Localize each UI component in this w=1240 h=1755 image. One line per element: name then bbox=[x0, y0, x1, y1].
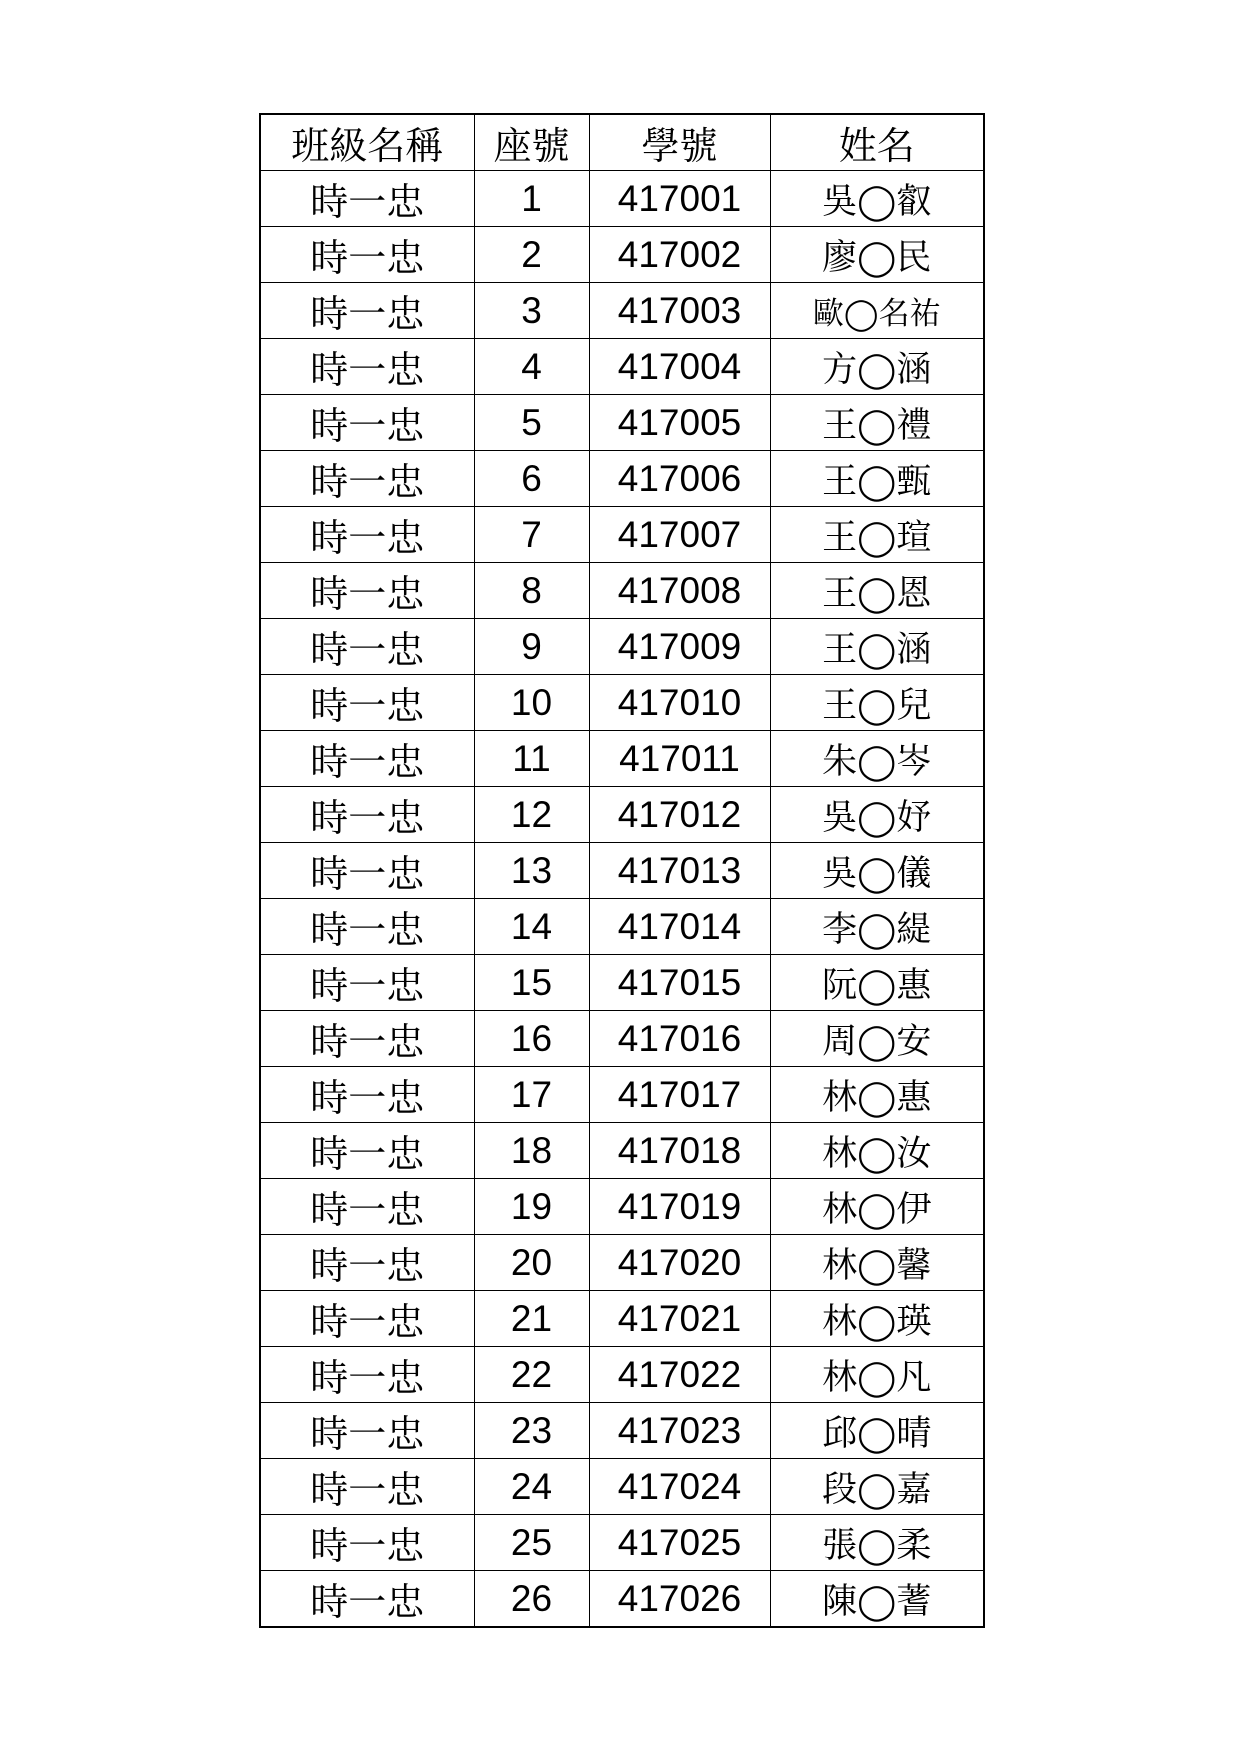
table-row bbox=[260, 1235, 984, 1291]
class-name-cell: 時一忠 bbox=[260, 507, 474, 563]
student-name-cell: 王◯兒 bbox=[770, 675, 984, 731]
table-row bbox=[260, 227, 984, 283]
student-name-cell: 王◯涵 bbox=[770, 619, 984, 675]
seat-number-cell: 6 bbox=[474, 451, 589, 507]
table-row bbox=[260, 1459, 984, 1515]
student-id-cell: 417023 bbox=[589, 1403, 770, 1459]
table-row bbox=[260, 1179, 984, 1235]
student-roster-table bbox=[259, 113, 985, 1628]
class-name-cell: 時一忠 bbox=[260, 731, 474, 787]
seat-number-cell: 8 bbox=[474, 563, 589, 619]
header-student-name: 姓名 bbox=[770, 114, 984, 171]
table-row bbox=[260, 619, 984, 675]
student-name-cell: 林◯凡 bbox=[770, 1347, 984, 1403]
student-name-cell: 周◯安 bbox=[770, 1011, 984, 1067]
student-name-cell: 林◯惠 bbox=[770, 1067, 984, 1123]
student-name-cell: 張◯柔 bbox=[770, 1515, 984, 1571]
header-student-id: 學號 bbox=[589, 114, 770, 171]
seat-number-cell: 17 bbox=[474, 1067, 589, 1123]
class-name-cell: 時一忠 bbox=[260, 1067, 474, 1123]
seat-number-cell: 12 bbox=[474, 787, 589, 843]
seat-number-cell: 10 bbox=[474, 675, 589, 731]
seat-number-cell: 7 bbox=[474, 507, 589, 563]
header-row bbox=[260, 114, 984, 171]
student-name-cell: 邱◯晴 bbox=[770, 1403, 984, 1459]
seat-number-cell: 25 bbox=[474, 1515, 589, 1571]
student-name-cell: 林◯汝 bbox=[770, 1123, 984, 1179]
seat-number-cell: 16 bbox=[474, 1011, 589, 1067]
table-row bbox=[260, 1347, 984, 1403]
class-name-cell: 時一忠 bbox=[260, 171, 474, 227]
seat-number-cell: 3 bbox=[474, 283, 589, 339]
student-id-cell: 417002 bbox=[589, 227, 770, 283]
seat-number-cell: 21 bbox=[474, 1291, 589, 1347]
class-name-cell: 時一忠 bbox=[260, 1179, 474, 1235]
student-id-cell: 417024 bbox=[589, 1459, 770, 1515]
student-id-cell: 417008 bbox=[589, 563, 770, 619]
seat-number-cell: 18 bbox=[474, 1123, 589, 1179]
student-name-cell: 王◯恩 bbox=[770, 563, 984, 619]
student-id-cell: 417022 bbox=[589, 1347, 770, 1403]
table-row bbox=[260, 451, 984, 507]
class-name-cell: 時一忠 bbox=[260, 619, 474, 675]
student-id-cell: 417019 bbox=[589, 1179, 770, 1235]
student-id-cell: 417021 bbox=[589, 1291, 770, 1347]
student-id-cell: 417013 bbox=[589, 843, 770, 899]
table-header bbox=[260, 114, 984, 171]
table-row bbox=[260, 283, 984, 339]
student-id-cell: 417006 bbox=[589, 451, 770, 507]
table-row bbox=[260, 1571, 984, 1628]
student-id-cell: 417015 bbox=[589, 955, 770, 1011]
student-name-cell: 林◯馨 bbox=[770, 1235, 984, 1291]
class-name-cell: 時一忠 bbox=[260, 787, 474, 843]
class-name-cell: 時一忠 bbox=[260, 1459, 474, 1515]
seat-number-cell: 11 bbox=[474, 731, 589, 787]
seat-number-cell: 9 bbox=[474, 619, 589, 675]
student-id-cell: 417009 bbox=[589, 619, 770, 675]
seat-number-cell: 5 bbox=[474, 395, 589, 451]
student-id-cell: 417007 bbox=[589, 507, 770, 563]
student-id-cell: 417017 bbox=[589, 1067, 770, 1123]
class-name-cell: 時一忠 bbox=[260, 395, 474, 451]
seat-number-cell: 19 bbox=[474, 1179, 589, 1235]
class-name-cell: 時一忠 bbox=[260, 675, 474, 731]
student-id-cell: 417001 bbox=[589, 171, 770, 227]
student-id-cell: 417010 bbox=[589, 675, 770, 731]
class-name-cell: 時一忠 bbox=[260, 1515, 474, 1571]
student-name-cell: 林◯伊 bbox=[770, 1179, 984, 1235]
student-name-cell: 王◯甄 bbox=[770, 451, 984, 507]
table-row bbox=[260, 731, 984, 787]
student-name-cell: 吳◯叡 bbox=[770, 171, 984, 227]
class-name-cell: 時一忠 bbox=[260, 1403, 474, 1459]
class-name-cell: 時一忠 bbox=[260, 1011, 474, 1067]
class-name-cell: 時一忠 bbox=[260, 1571, 474, 1628]
student-name-cell: 歐◯名祐 bbox=[770, 283, 984, 339]
student-name-cell: 方◯涵 bbox=[770, 339, 984, 395]
class-name-cell: 時一忠 bbox=[260, 955, 474, 1011]
student-name-cell: 段◯嘉 bbox=[770, 1459, 984, 1515]
seat-number-cell: 1 bbox=[474, 171, 589, 227]
class-name-cell: 時一忠 bbox=[260, 1347, 474, 1403]
seat-number-cell: 26 bbox=[474, 1571, 589, 1628]
student-name-cell: 阮◯惠 bbox=[770, 955, 984, 1011]
class-name-cell: 時一忠 bbox=[260, 563, 474, 619]
table-row bbox=[260, 1011, 984, 1067]
student-id-cell: 417018 bbox=[589, 1123, 770, 1179]
table-row bbox=[260, 787, 984, 843]
class-name-cell: 時一忠 bbox=[260, 339, 474, 395]
table-body bbox=[260, 171, 984, 1628]
seat-number-cell: 22 bbox=[474, 1347, 589, 1403]
class-name-cell: 時一忠 bbox=[260, 843, 474, 899]
student-name-cell: 王◯禮 bbox=[770, 395, 984, 451]
student-name-cell: 吳◯儀 bbox=[770, 843, 984, 899]
seat-number-cell: 23 bbox=[474, 1403, 589, 1459]
student-name-cell: 朱◯岑 bbox=[770, 731, 984, 787]
seat-number-cell: 14 bbox=[474, 899, 589, 955]
table-row bbox=[260, 899, 984, 955]
student-id-cell: 417003 bbox=[589, 283, 770, 339]
seat-number-cell: 20 bbox=[474, 1235, 589, 1291]
student-id-cell: 417026 bbox=[589, 1571, 770, 1628]
table-row bbox=[260, 1291, 984, 1347]
student-id-cell: 417025 bbox=[589, 1515, 770, 1571]
student-id-cell: 417014 bbox=[589, 899, 770, 955]
class-name-cell: 時一忠 bbox=[260, 1291, 474, 1347]
student-name-cell: 廖◯民 bbox=[770, 227, 984, 283]
student-id-cell: 417020 bbox=[589, 1235, 770, 1291]
table-row bbox=[260, 563, 984, 619]
student-name-cell: 王◯瑄 bbox=[770, 507, 984, 563]
student-name-cell: 林◯瑛 bbox=[770, 1291, 984, 1347]
table-row bbox=[260, 171, 984, 227]
student-name-cell: 李◯緹 bbox=[770, 899, 984, 955]
seat-number-cell: 24 bbox=[474, 1459, 589, 1515]
table-row bbox=[260, 675, 984, 731]
seat-number-cell: 2 bbox=[474, 227, 589, 283]
table-row bbox=[260, 1515, 984, 1571]
table-row bbox=[260, 395, 984, 451]
table-row bbox=[260, 1403, 984, 1459]
table-row bbox=[260, 507, 984, 563]
header-seat-number: 座號 bbox=[474, 114, 589, 171]
seat-number-cell: 4 bbox=[474, 339, 589, 395]
class-name-cell: 時一忠 bbox=[260, 227, 474, 283]
seat-number-cell: 13 bbox=[474, 843, 589, 899]
seat-number-cell: 15 bbox=[474, 955, 589, 1011]
table-row bbox=[260, 339, 984, 395]
header-class-name: 班級名稱 bbox=[260, 114, 474, 171]
student-id-cell: 417011 bbox=[589, 731, 770, 787]
table-row bbox=[260, 843, 984, 899]
class-name-cell: 時一忠 bbox=[260, 1123, 474, 1179]
table-row bbox=[260, 1123, 984, 1179]
class-name-cell: 時一忠 bbox=[260, 283, 474, 339]
student-id-cell: 417016 bbox=[589, 1011, 770, 1067]
class-name-cell: 時一忠 bbox=[260, 899, 474, 955]
student-name-cell: 陳◯蓍 bbox=[770, 1571, 984, 1628]
class-name-cell: 時一忠 bbox=[260, 1235, 474, 1291]
student-id-cell: 417004 bbox=[589, 339, 770, 395]
class-name-cell: 時一忠 bbox=[260, 451, 474, 507]
table-row bbox=[260, 1067, 984, 1123]
student-id-cell: 417012 bbox=[589, 787, 770, 843]
student-name-cell: 吳◯妤 bbox=[770, 787, 984, 843]
student-id-cell: 417005 bbox=[589, 395, 770, 451]
table-row bbox=[260, 955, 984, 1011]
